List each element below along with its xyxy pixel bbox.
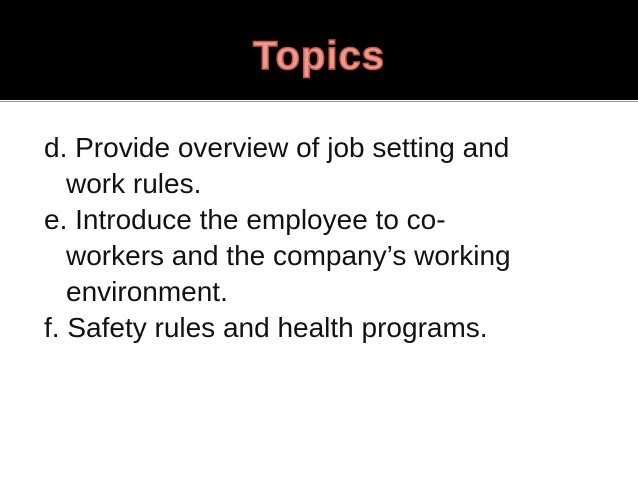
list-item-e bbox=[44, 202, 624, 310]
slide-body bbox=[44, 130, 624, 346]
list-item-text: d. Provide overview of job setting and bbox=[44, 132, 510, 163]
list-item-text: e. Introduce the employee to co- bbox=[44, 204, 446, 235]
list-item-text: f. Safety rules and health programs. bbox=[44, 312, 488, 343]
header-divider bbox=[0, 101, 638, 102]
list-item-text: workers and the company’s working bbox=[66, 240, 511, 271]
list-item-d bbox=[44, 130, 624, 202]
list-item-f bbox=[44, 310, 624, 346]
list-item-text: work rules. bbox=[66, 168, 202, 199]
title-bar bbox=[0, 0, 638, 100]
slide-title: Topics bbox=[253, 34, 385, 78]
list-item-text: environment. bbox=[66, 276, 228, 307]
